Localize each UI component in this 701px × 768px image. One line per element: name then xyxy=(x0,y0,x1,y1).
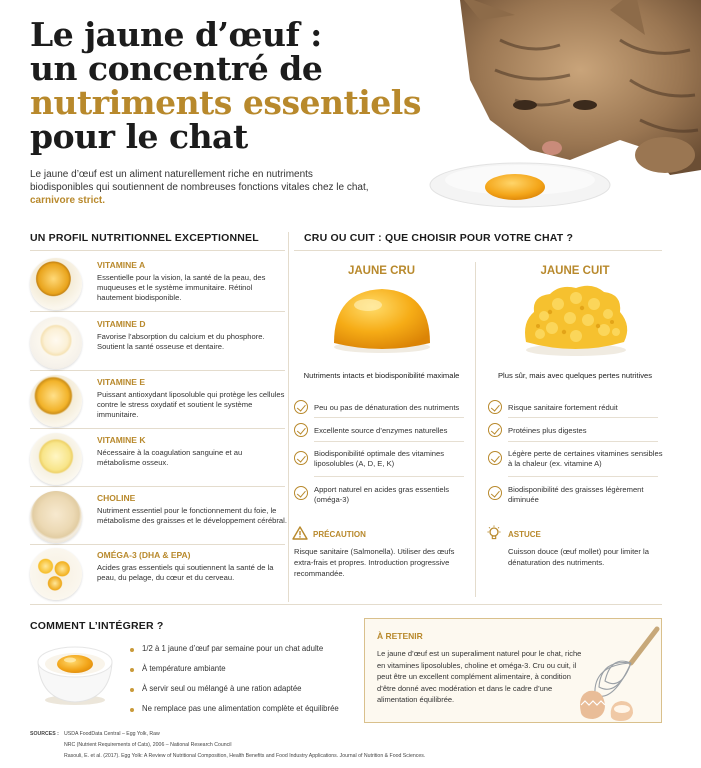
cooked-benefit: Protéines plus digestes xyxy=(508,426,587,435)
nutrient-vitamine-d xyxy=(30,315,285,371)
check-circle-icon xyxy=(294,423,308,437)
cooked-benefit: Biodisponibilité des graisses légèrement diminuée xyxy=(508,485,644,504)
howto-heading: COMMENT L’INTÉGRER ? xyxy=(30,620,164,632)
hero-cat-image xyxy=(420,0,701,220)
compare-column-separator xyxy=(475,262,476,597)
nutrient-desc: Essentielle pour la vision, la santé de la peau, des muqueuses et le système immunitaire. Rétinol hautement biodisponible. xyxy=(97,273,266,302)
cooked-yolk-image xyxy=(520,282,632,358)
title-line-1: Le jaune d’œuf : xyxy=(30,15,322,54)
remember-box xyxy=(364,618,662,723)
choline-image xyxy=(30,491,82,543)
compare-heading: CRU OU CUIT : QUE CHOISIR POUR VOTRE CHAT ? xyxy=(304,232,574,244)
bullet-icon xyxy=(130,708,134,712)
intro-highlight: carnivore strict. xyxy=(30,195,106,206)
raw-subtitle: Nutriments intacts et biodisponibilité maximale xyxy=(303,371,460,380)
nutrient-desc: Favorise l’absorption du calcium et du phosphore. Soutient la santé osseuse et dentaire. xyxy=(97,332,265,351)
nutrient-choline xyxy=(30,489,285,545)
check-circle-icon xyxy=(488,486,502,500)
page-title xyxy=(30,15,430,156)
check-circle-icon xyxy=(488,451,502,465)
benefit-divider xyxy=(314,441,464,442)
howto-tip: À température ambiante xyxy=(142,664,226,673)
column-separator xyxy=(288,232,289,602)
nutrient-name: VITAMINE A xyxy=(97,260,146,270)
egg-bowl-image xyxy=(36,640,114,706)
check-circle-icon xyxy=(294,400,308,414)
cooked-subtitle: Plus sûr, mais avec quelques pertes nutritives xyxy=(497,371,653,380)
sources-label: SOURCES : xyxy=(30,731,59,737)
howto-tip: 1/2 à 1 jaune d’œuf par semaine pour un chat adulte xyxy=(142,644,324,653)
cooked-benefit: Risque sanitaire fortement réduit xyxy=(508,403,618,412)
nutrient-vitamine-a xyxy=(30,256,285,312)
intro-text xyxy=(30,168,370,207)
bullet-icon xyxy=(130,688,134,692)
profile-divider xyxy=(30,250,285,251)
nutrient-desc: Puissant antioxydant liposoluble qui protège les cellules contre le stress oxydatif et soutient le système immunitaire. xyxy=(97,390,285,419)
nutrient-vitamine-e xyxy=(30,373,285,429)
title-line-2: un concentré de xyxy=(30,49,323,88)
howto-tip: Ne remplace pas une alimentation complète et équilibrée xyxy=(142,704,339,713)
profile-heading: UN PROFIL NUTRITIONNEL EXCEPTIONNEL xyxy=(30,232,259,244)
howto-tip: À servir seul ou mélangé à une ration adaptée xyxy=(142,684,302,693)
cooked-benefit: Légère perte de certaines vitamines sensibles à la chaleur (ex. vitamine A) xyxy=(508,449,663,468)
bullet-icon xyxy=(130,668,134,672)
warning-icon xyxy=(292,526,308,540)
title-line-4: pour le chat xyxy=(30,117,248,156)
source-item: NRC (Nutrient Requirements of Cats), 2006 – National Research Council xyxy=(64,742,232,748)
vitamin-e-image xyxy=(30,375,82,427)
benefit-divider xyxy=(314,476,464,477)
source-item: USDA FoodData Central – Egg Yolk, Raw xyxy=(64,731,160,737)
bullet-icon xyxy=(130,648,134,652)
raw-note-text: Risque sanitaire (Salmonella). Utiliser des œufs extra-frais et propres. Introduction progressive recommandée. xyxy=(294,547,455,578)
intro-body: Le jaune d’œuf est un aliment naturellement riche en nutriments biodisponibles qui soutiennent de nombreuses fonctions vitales chez le chat, xyxy=(30,169,369,193)
nutrient-name: VITAMINE D xyxy=(97,319,146,329)
check-circle-icon xyxy=(294,451,308,465)
cooked-note-text: Cuisson douce (œuf mollet) pour limiter la dénaturation des nutriments. xyxy=(508,547,649,567)
benefit-divider xyxy=(314,417,464,418)
vitamin-d-image xyxy=(30,317,82,369)
benefit-divider xyxy=(508,417,658,418)
title-line-3: nutriments essentiels xyxy=(30,83,421,122)
raw-benefit: Apport naturel en acides gras essentiels (oméga-3) xyxy=(314,485,450,504)
raw-benefit: Biodisponibilité optimale des vitamines liposolubles (A, D, E, K) xyxy=(314,449,445,468)
lightbulb-icon xyxy=(486,525,502,541)
raw-yolk-image xyxy=(328,285,436,355)
nutrient-name: VITAMINE K xyxy=(97,435,146,445)
raw-benefit: Excellente source d’enzymes naturelles xyxy=(314,426,448,435)
whisk-eggs-image xyxy=(573,625,661,721)
nutrient-desc: Nécessaire à la coagulation sanguine et au métabolisme osseux. xyxy=(97,448,243,467)
benefit-divider xyxy=(508,441,658,442)
raw-title: JAUNE CRU xyxy=(347,265,416,277)
raw-note-title: PRÉCAUTION xyxy=(313,530,366,539)
benefit-divider xyxy=(508,476,658,477)
source-item: Rasouli, E. et al. (2017). Egg Yolk: A Review of Nutritional Composition, Health Benefits and Food Industry Applications. Journal of Nutrition & Food Sciences. xyxy=(64,753,426,759)
compare-divider xyxy=(294,250,662,251)
check-circle-icon xyxy=(294,486,308,500)
vitamin-k-image xyxy=(30,433,82,485)
nutrient-desc: Acides gras essentiels qui soutiennent la santé de la peau, du pelage, du cœur et du cerveau. xyxy=(97,563,274,582)
cooked-note-title: ASTUCE xyxy=(508,530,541,539)
nutrient-omega-3 xyxy=(30,546,285,602)
nutrient-name: CHOLINE xyxy=(97,493,136,503)
raw-benefit: Peu ou pas de dénaturation des nutriments xyxy=(314,403,460,412)
cooked-title: JAUNE CUIT xyxy=(540,265,610,277)
vitamin-a-image xyxy=(30,258,82,310)
remember-heading: À RETENIR xyxy=(377,631,423,641)
check-circle-icon xyxy=(488,423,502,437)
nutrient-name: VITAMINE E xyxy=(97,377,146,387)
nutrient-vitamine-k xyxy=(30,431,285,487)
section-divider xyxy=(30,604,662,605)
remember-text: Le jaune d’œuf est un superaliment naturel pour le chat, riche en vitamines liposolubles, choline et oméga-3. Cru ou cuit, il peut être un excellent complément alimentaire, à condition d’être donné avec modération et dans le cadre d’une alimentation équilibrée. xyxy=(377,649,582,704)
nutrient-desc: Nutriment essentiel pour le fonctionnement du foie, le métabolisme des graisses et le développement cérébral. xyxy=(97,506,287,525)
omega-3-image xyxy=(30,548,82,600)
nutrient-name: OMÉGA-3 (DHA & EPA) xyxy=(97,550,191,560)
check-circle-icon xyxy=(488,400,502,414)
